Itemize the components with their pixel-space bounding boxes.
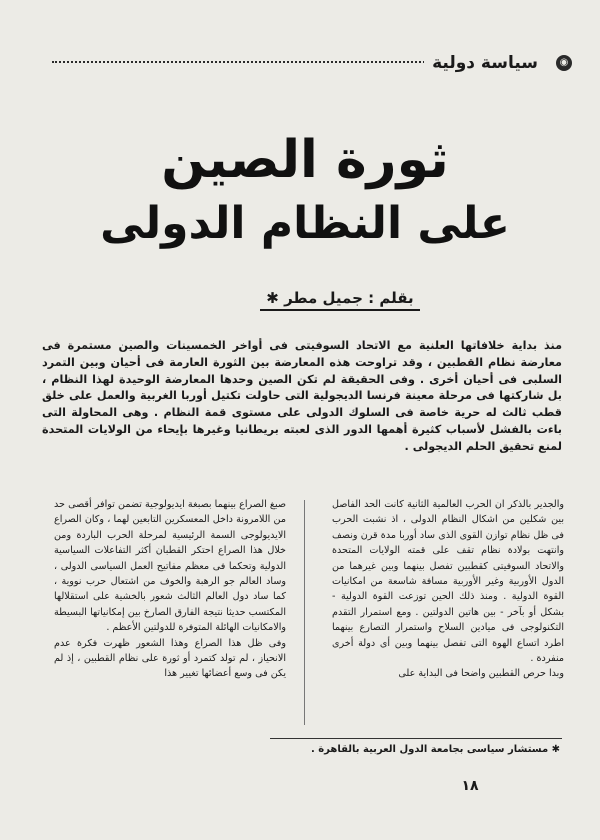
page-number: ١٨ [461, 778, 479, 794]
footnote: ✱ مستشار سياسى بجامعة الدول العربية بالقاهرة . [311, 744, 560, 755]
section-dotted-rule [52, 61, 432, 66]
byline: بقلم : جميل مطر ✱ [260, 289, 419, 311]
bullet-icon: ◉ [556, 55, 572, 71]
lead-paragraph: منذ بداية خلافاتها العلنية مع الاتحاد السوفيتى فى أواخر الخمسينات والصين مستمرة فى معارضة نظام القطبين ، وقد تراوحت هذه المعارضة بين الثورة العارمة فى أحيان وبين التمرد السلبى فى أحيان أخرى . وفى الحقيقة لم تكن الصين وحدها المعارضة الوحيدة لهذا النظام ، بل شاركتها فى مرحلة معينة فرنسا الديجولية التى حاولت تكتيل أوربا الغربية والعمل على خلق قطب ثالث له حرية خاصة فى السلوك الدولى على مستوى قمة النظام . وهى المحاولة التى باءت بالفشل لأسباب كثيرة أهمها الدور الذى لعبته بريطانيا وغيرها بإيحاء من الولايات المتحدة لمنع تحقيق الحلم الديجولى . [42, 339, 562, 453]
column-divider [304, 500, 305, 725]
byline-block [220, 283, 460, 313]
body-column-left: صبغ الصراع بينهما بصبغة ايديولوجية تضمن توافر أقصى حد من اللامرونة داخل المعسكرين التابعين لهما ، وكان الصراع الايديولوجى السمة الرئيسية لمرحلة الحرب الباردة ومن خلال هذا الصراع احتكر القطبان أكثر التفاعلات السياسية الدولية وتحكما فى معظم مفاتيح العمل السياسى الدولى ، وساد العالم جو الرهبة والخوف من اشتعال حرب نووية ، كما ساد دول العالم الثالث شعور بالخشية على استقلالها المكتسب حديثا نتيجة الفارق الصارخ بين إمكانياتها البسيطة والامكانيات الهائلة المتوفرة للدولتين الأعظم . وفى ظل هذا الصراع وهذا الشعور ظهرت فكرة عدم الانحياز ، لم تولد كتمرد أو ثورة على نظام القطبين ، إذ لم يكن فى وسع أعضائها تغيير هذا [54, 499, 286, 680]
section-header [52, 50, 572, 76]
body-column-right: والجدير بالذكر ان الحرب العالمية الثانية كانت الحد الفاصل بين شكلين من اشكال النظام الدولى ، اذ نشبت الحرب فى ظل نظام توازن القوى الذى ساد أوربا مدة قرن ونصف وانتهت بولادة نظام تقف على قمته الولايات المتحدة والاتحاد السوفيتى كقطبين تفصل بينهما وبين غيرهما من الدول الأوربية وغير الأوربية مسافة شاسعة من امكانيات القوة الدولية . ومنذ ذلك الحين توزعت القوة الدولية - بشكل أو بآخر - بين هاتين الدولتين . ومع استمرار التقدم التكنولوجى فى ميادين السلاح واستمرار التصارع بينهما اطرد اتساع الهوة التى تفصل بينهما وبين أى دولة أخرى منفردة . وبدا حرص القطبين واضحا فى البداية على [332, 499, 564, 680]
headline-line-2: على النظام الدولى [100, 198, 510, 249]
footnote-rule [270, 738, 562, 739]
headline-line-1: ثورة الصين [161, 130, 449, 190]
section-label: سياسة دولية [424, 50, 546, 76]
